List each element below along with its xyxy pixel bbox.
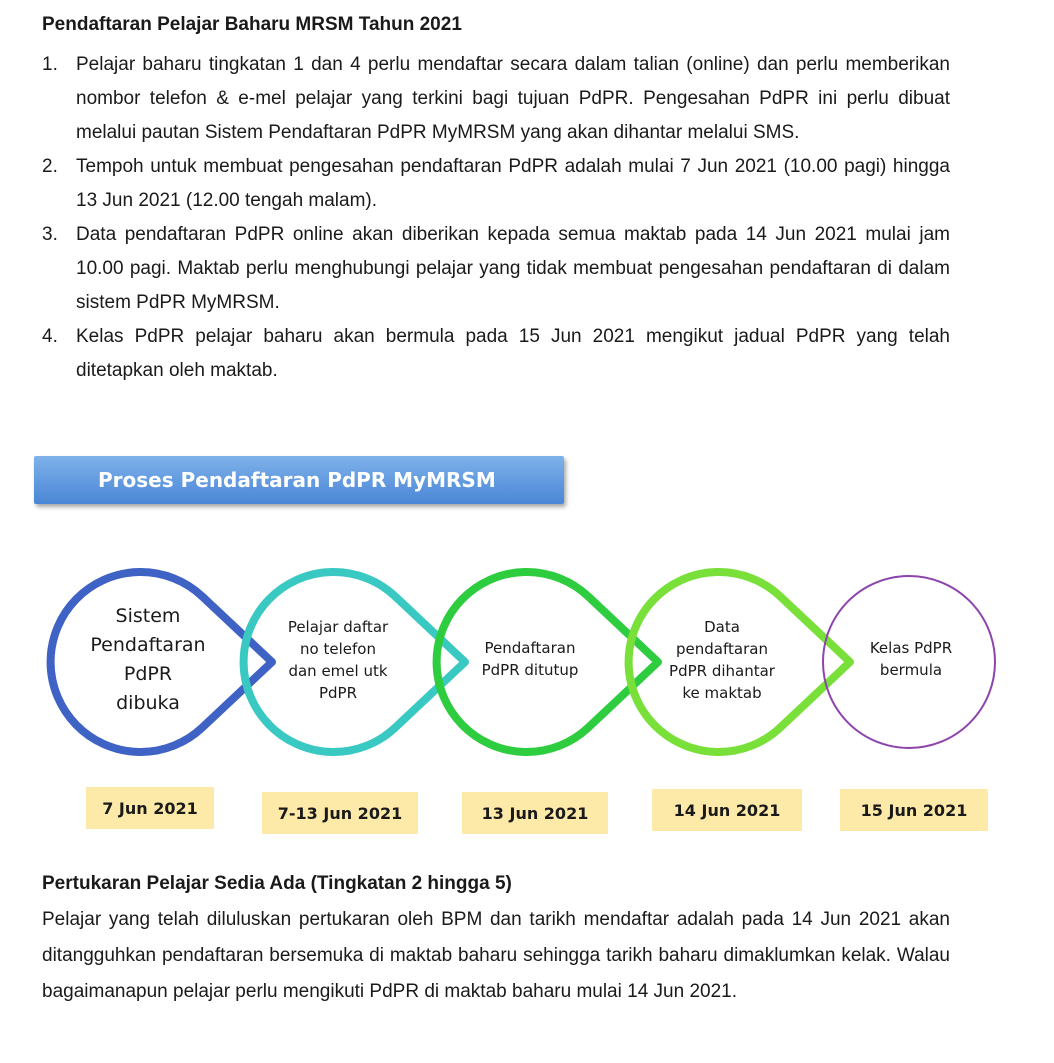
step-1-date: 7 Jun 2021 [86, 787, 214, 829]
list-item-text: Pelajar baharu tingkatan 1 dan 4 perlu mendaftar secara dalam talian (online) dan perlu memberikan nombor telefon & e-mel pelajar yang terkini bagi tujuan PdPR. Pengesahan PdPR ini perlu dibuat melalui pautan Sistem Pendaftaran PdPR MyMRSM yang akan dihantar melalui SMS. [76, 54, 950, 143]
step-5-date: 15 Jun 2021 [840, 789, 988, 831]
step-4-date: 14 Jun 2021 [652, 789, 802, 831]
list-item-number: 4. [42, 326, 58, 347]
registration-steps-list [42, 48, 950, 388]
step-1-label: Sistem Pendaftaran PdPR dibuka [90, 605, 206, 714]
step-3-date: 13 Jun 2021 [462, 792, 608, 834]
list-item-number: 3. [42, 224, 58, 245]
step-2-date: 7-13 Jun 2021 [262, 792, 418, 834]
list-item [42, 320, 950, 388]
list-item-number: 2. [42, 156, 58, 177]
list-item-text: Kelas PdPR pelajar baharu akan bermula pada 15 Jun 2021 mengikut jadual PdPR yang telah ditetapkan oleh maktab. [76, 326, 950, 381]
transfer-paragraph: Pelajar yang telah diluluskan pertukaran oleh BPM dan tarikh mendaftar adalah pada 14 Jun 2021 akan ditangguhkan pendaftaran bersemuka di maktab baharu sehingga tarikh baharu dimaklumkan kelak. Walau bagaimanapun pelajar perlu mengikuti PdPR di maktab baharu mulai 14 Jun 2021. [42, 909, 950, 1002]
process-banner-title: Proses Pendaftaran PdPR MyMRSM [98, 468, 496, 492]
list-item [42, 48, 950, 150]
list-item-text: Tempoh untuk membuat pengesahan pendaftaran PdPR adalah mulai 7 Jun 2021 (10.00 pagi) hingga 13 Jun 2021 (12.00 tengah malam). [76, 156, 950, 211]
section-heading-registration: Pendaftaran Pelajar Baharu MRSM Tahun 2021 [42, 14, 462, 35]
list-item-number: 1. [42, 54, 58, 75]
process-banner [34, 456, 564, 504]
step-3-label: Pendaftaran PdPR ditutup [481, 639, 579, 679]
list-item [42, 150, 950, 218]
list-item [42, 218, 950, 320]
section-heading-transfer: Pertukaran Pelajar Sedia Ada (Tingkatan 2 hingga 5) [42, 873, 512, 894]
list-item-text: Data pendaftaran PdPR online akan diberikan kepada semua maktab pada 14 Jun 2021 mulai jam 10.00 pagi. Maktab perlu menghubungi pelajar yang tidak membuat pengesahan pendaftaran di dalam sistem PdPR MyMRSM. [76, 224, 950, 313]
step-5-label: Kelas PdPR bermula [869, 639, 953, 679]
step-4-label: Data pendaftaran PdPR dihantar ke maktab [669, 618, 775, 702]
step-2-label: Pelajar daftar no telefon dan emel utk PdPR [287, 618, 389, 702]
